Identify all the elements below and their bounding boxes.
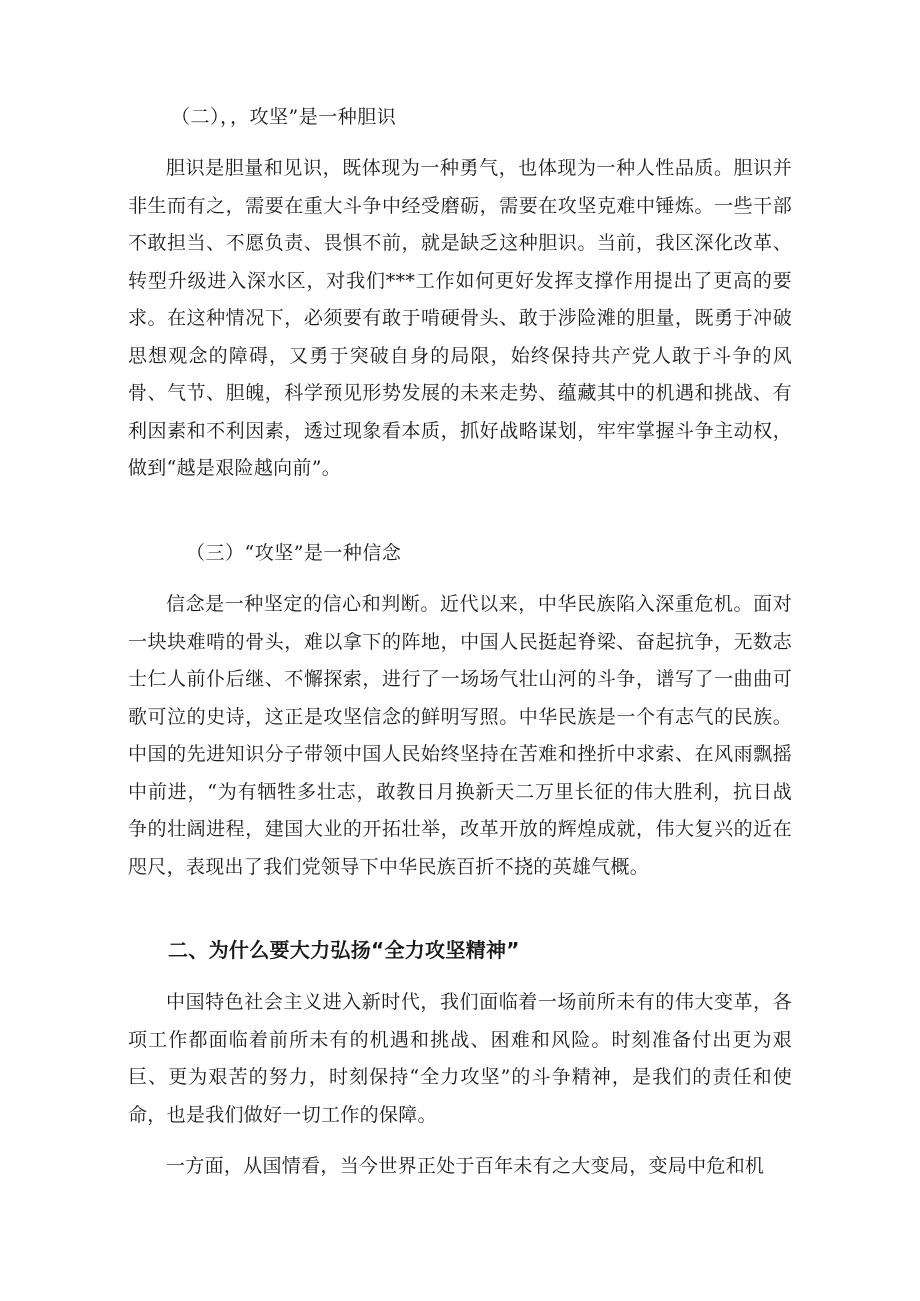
paragraph-belief: 信念是一种坚定的信心和判断。近代以来，中华民族陷入深重危机。面对一块块难啃的骨头，难以拿下的阵地，中国人民挺起脊梁、奋起抗争，无数志士仁人前仆后继、不懈探索，进行了一场场气壮山河的斗争，谱写了一曲曲可歌可泣的史诗，这正是攻坚信念的鲜明写照。中华民族是一个有志气的民族。中国的先进知识分子带领中国人民始终坚持在苦难和挫折中求索、在风雨飘摇中前进，“为有牺牲多壮志，敢教日月换新天二万里长征的伟大胜利，抗日战争的壮阔进程，建国大业的开拓壮举，改革开放的辉煌成就，伟大复兴的近在咫尺，表现出了我们党领导下中华民族百折不挠的英雄气概。 [128, 593, 792, 878]
section-heading-courage: （二），，攻坚”是一种胆识 [171, 106, 397, 128]
section-heading-belief: （三）“攻坚”是一种信念 [186, 542, 402, 564]
paragraph-new-era: 中国特色社会主义进入新时代，我们面临着一场前所未有的伟大变革，各项工作都面临着前所未有的机遇和挑战、困难和风险。时刻准备付出更为艰巨、更为艰苦的努力，时刻保持“全力攻坚”的斗争精神，是我们的责任和使命，也是我们做好一切工作的保障。 [128, 991, 792, 1126]
main-heading-why: 二、为什么要大力弘扬“全力攻坚精神” [168, 938, 520, 962]
paragraph-courage: 胆识是胆量和见识，既体现为一种勇气，也体现为一种人性品质。胆识并非生而有之，需要在重大斗争中经受磨砺，需要在攻坚克难中锤炼。一些干部不敢担当、不愿负责、畏惧不前，就是缺乏这种胆识。当前，我区深化改革、转型升级进入深水区，对我们***工作如何更好发挥支撑作用提出了更高的要求。在这种情况下，必须要有敢于啃硬骨头、敢于涉险滩的胆量，既勇于冲破思想观念的障碍，又勇于突破自身的局限，始终保持共产党人敢于斗争的风骨、气节、胆魄，科学预见形势发展的未来走势、蕴藏其中的机遇和挑战、有利因素和不利因素，透过现象看本质，抓好战略谋划，牢牢掌握斗争主动权，做到“越是艰险越向前”。 [128, 157, 792, 479]
paragraph-national-situation: 一方面，从国情看，当今世界正处于百年未有之大变局，变局中危和机 [166, 1155, 765, 1177]
